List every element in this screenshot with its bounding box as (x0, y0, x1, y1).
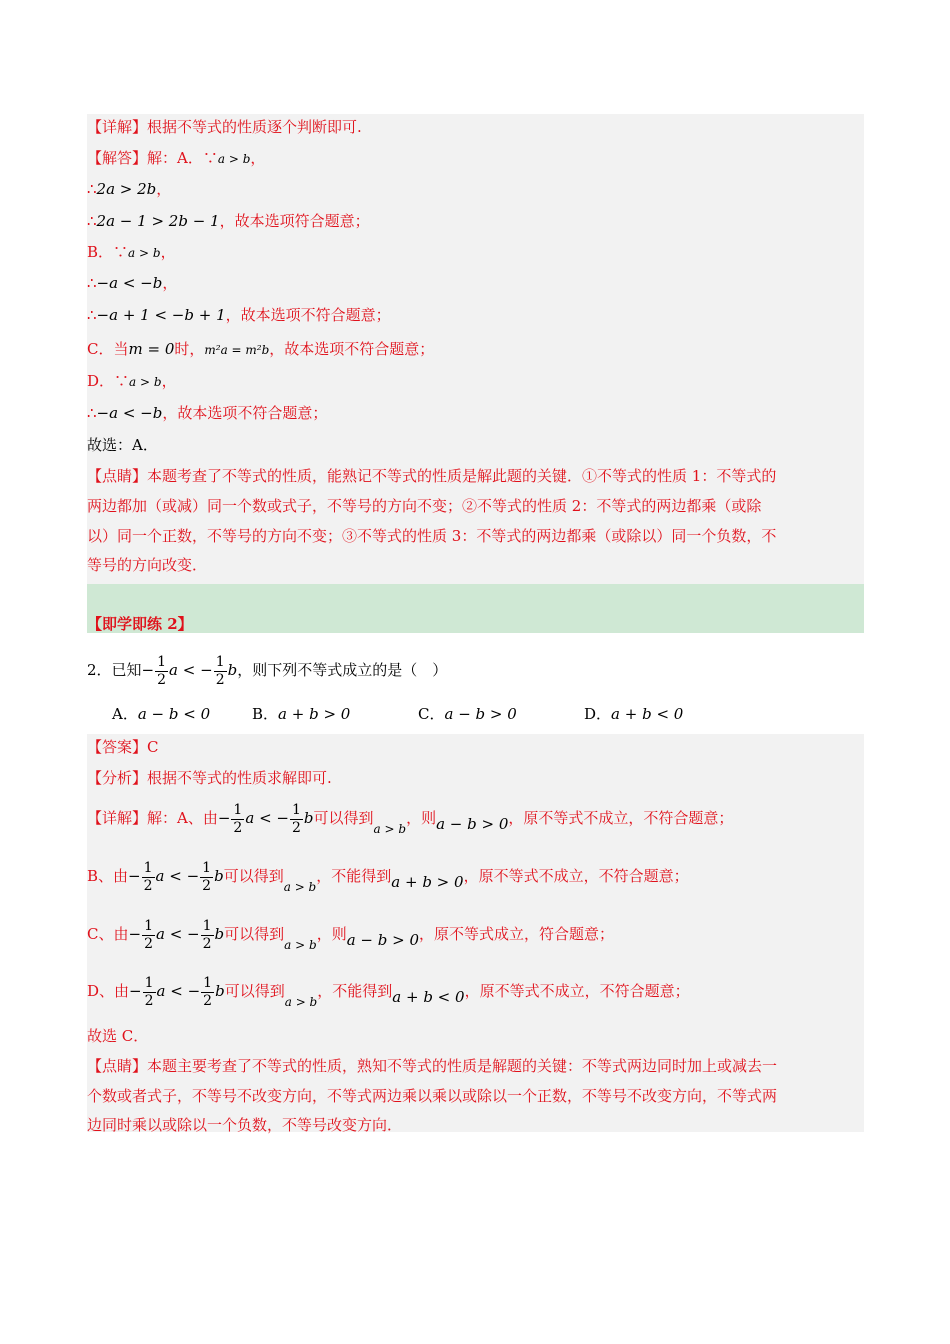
step-b-2: ∴−a < −b， (87, 274, 178, 292)
dianjing-1-line-2: 两边都加（或减）同一个数或式子，不等号的方向不变；②不等式的性质 2：不等式的两边都乘（或除 (87, 497, 762, 515)
step-d-2: ∴−a < −b，故本选项不符合题意； (87, 404, 328, 422)
option-d[interactable]: D．a + b < 0 (584, 705, 684, 723)
xiangjie-c: C、由− $\frac{1}{2}$ a < − $\frac{1}{2}$ b可以得到a > b，则a − b > 0，原不等式成立，符合题意； (87, 917, 615, 952)
guxuan-2: 故选 C． (87, 1027, 149, 1045)
section-band (87, 584, 864, 633)
fenxi-line: 【分析】根据不等式的性质求解即可. (87, 769, 332, 787)
option-b[interactable]: B．a + b > 0 (252, 705, 351, 723)
step-a-2: ∴2a > 2b， (87, 180, 172, 198)
dianjing-2-line-3: 边同时乘以或除以一个负数，不等号改变方向． (87, 1116, 403, 1134)
step-b-1: B．∵a > b， (87, 243, 176, 261)
option-c[interactable]: C．a − b > 0 (418, 705, 517, 723)
xiangjie-line: 【详解】根据不等式的性质逐个判断即可. (87, 118, 362, 136)
guxuan-1: 故选：A． (87, 436, 158, 454)
section-title: 【即学即练 2】 (87, 615, 193, 633)
step-c: C．当m = 0时，m²a = m²b，故本选项不符合题意； (87, 340, 435, 358)
option-a[interactable]: A．a − b < 0 (112, 705, 211, 723)
xiangjie-d: D、由− $\frac{1}{2}$ a < − $\frac{1}{2}$ b可以得到a > b，不能得到a + b < 0，原不等式不成立，不符合题意； (87, 974, 690, 1009)
jieda-line: 【解答】解：A．∵a > b， (87, 149, 266, 167)
xiangjie-a: 【详解】解：A、由− $\frac{1}{2}$ a < − $\frac{1}{2}$ b可以得到a > b，则a − b > 0，原不等式不成立，不符合题意； (87, 801, 734, 836)
question-stem: 2．已知− $\frac{1}{2}$ a < − $\frac{1}{2}$ b，则下列不等式成立的是（ ） (87, 653, 448, 688)
step-a-3: ∴2a − 1 > 2b − 1，故本选项符合题意； (87, 212, 370, 230)
step-b-3: ∴−a + 1 < −b + 1，故本选项不符合题意； (87, 306, 391, 324)
xiangjie-b: B、由− $\frac{1}{2}$ a < − $\frac{1}{2}$ b可以得到a > b，不能得到a + b > 0，原不等式不成立，不符合题意； (87, 859, 689, 894)
step-d-1: D．∵a > b， (87, 372, 177, 390)
dianjing-2-line-1: 【点睛】本题主要考查了不等式的性质，熟知不等式的性质是解题的关键：不等式两边同时加上或减去一 (87, 1057, 778, 1075)
dianjing-1-line-3: 以）同一个正数，不等号的方向不变；③不等式的性质 3：不等式的两边都乘（或除以）同一个负数，不 (87, 527, 777, 545)
dianjing-2-line-2: 个数或者式子，不等号不改变方向，不等式两边乘以乘以或除以一个正数，不等号不改变方向，不等式两 (87, 1087, 778, 1105)
answer-line: 【答案】C (87, 738, 159, 756)
dianjing-1-line-1: 【点睛】本题考查了不等式的性质，能熟记不等式的性质是解此题的关键．①不等式的性质 1：不等式的 (87, 467, 777, 485)
dianjing-1-line-4: 等号的方向改变． (87, 556, 208, 574)
